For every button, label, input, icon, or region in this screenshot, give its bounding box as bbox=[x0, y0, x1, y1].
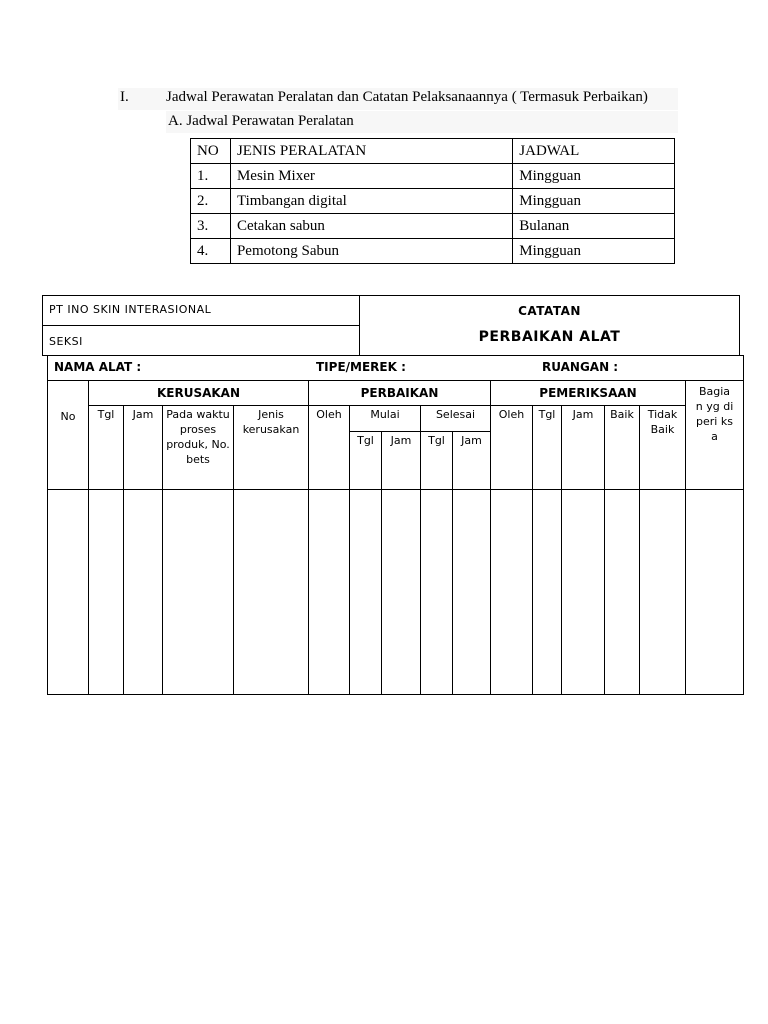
col-mulai-jam: Jam bbox=[382, 432, 421, 490]
cell-no: 4. bbox=[191, 239, 231, 264]
table-header-row bbox=[191, 139, 675, 164]
kerusakan-header: KERUSAKAN bbox=[89, 381, 309, 406]
table-row bbox=[191, 189, 675, 214]
company-name-box bbox=[42, 295, 360, 326]
table-row bbox=[191, 214, 675, 239]
header-no: NO bbox=[191, 139, 231, 164]
empty-cell[interactable] bbox=[421, 490, 453, 695]
company-name: PT INO SKIN INTERASIONAL bbox=[49, 303, 212, 316]
form-title-line2: PERBAIKAN ALAT bbox=[478, 329, 621, 345]
cell-schedule: Mingguan bbox=[513, 164, 675, 189]
cell-schedule: Mingguan bbox=[513, 239, 675, 264]
cell-no: 3. bbox=[191, 214, 231, 239]
empty-cell[interactable] bbox=[309, 490, 350, 695]
pemeriksaan-header: PEMERIKSAAN bbox=[491, 381, 686, 406]
cell-schedule: Mingguan bbox=[513, 189, 675, 214]
col-oleh-perbaikan: Oleh bbox=[309, 406, 350, 490]
form-title-line1: CATATAN bbox=[518, 304, 581, 318]
col-tgl-kerusakan: Tgl bbox=[89, 406, 124, 490]
col-mulai: Mulai bbox=[350, 406, 421, 432]
header-jadwal: JADWAL bbox=[513, 139, 675, 164]
empty-cell[interactable] bbox=[453, 490, 491, 695]
table-row bbox=[48, 490, 744, 695]
col-no-header: No bbox=[48, 381, 89, 490]
table-row bbox=[191, 239, 675, 264]
col-oleh-pemeriksaan: Oleh bbox=[491, 406, 533, 490]
equipment-info-row bbox=[48, 356, 744, 381]
empty-cell[interactable] bbox=[350, 490, 382, 695]
form-title-box bbox=[359, 295, 740, 356]
empty-cell[interactable] bbox=[562, 490, 605, 695]
col-jam-pemeriksaan: Jam bbox=[562, 406, 605, 490]
col-tidak-baik: Tidak Baik bbox=[640, 406, 686, 490]
col-selesai-jam: Jam bbox=[453, 432, 491, 490]
section-heading bbox=[118, 88, 678, 110]
nama-alat-label: NAMA ALAT : bbox=[54, 360, 142, 374]
column-header-row bbox=[48, 406, 744, 432]
col-baik: Baik bbox=[605, 406, 640, 490]
col-tgl-pemeriksaan: Tgl bbox=[533, 406, 562, 490]
empty-cell[interactable] bbox=[491, 490, 533, 695]
empty-cell[interactable] bbox=[48, 490, 89, 695]
empty-cell[interactable] bbox=[89, 490, 124, 695]
col-jenis-kerusakan: Jenis kerusakan bbox=[234, 406, 309, 490]
ruangan-label: RUANGAN : bbox=[542, 360, 619, 374]
empty-cell[interactable] bbox=[605, 490, 640, 695]
cell-equipment: Timbangan digital bbox=[230, 189, 512, 214]
section-title: Jadwal Perawatan Peralatan dan Catatan Pelaksanaannya ( Termasuk Perbaikan) bbox=[166, 89, 648, 105]
group-header-row bbox=[48, 381, 744, 406]
empty-cell[interactable] bbox=[640, 490, 686, 695]
col-selesai-tgl: Tgl bbox=[421, 432, 453, 490]
empty-cell[interactable] bbox=[382, 490, 421, 695]
col-jam-kerusakan: Jam bbox=[124, 406, 163, 490]
empty-cell[interactable] bbox=[533, 490, 562, 695]
repair-record-table bbox=[47, 355, 744, 695]
subsection-title: A. Jadwal Perawatan Peralatan bbox=[168, 113, 354, 129]
empty-cell[interactable] bbox=[234, 490, 309, 695]
cell-no: 2. bbox=[191, 189, 231, 214]
table-row bbox=[191, 164, 675, 189]
empty-cell[interactable] bbox=[124, 490, 163, 695]
header-jenis-peralatan: JENIS PERALATAN bbox=[230, 139, 512, 164]
seksi-label: SEKSI bbox=[49, 335, 83, 348]
col-pada-waktu: Pada waktu proses produk, No. bets bbox=[163, 406, 234, 490]
maintenance-schedule-table bbox=[190, 138, 675, 264]
cell-no: 1. bbox=[191, 164, 231, 189]
cell-equipment: Mesin Mixer bbox=[230, 164, 512, 189]
tipe-merek-label: TIPE/MEREK : bbox=[316, 360, 406, 374]
section-number: I. bbox=[120, 89, 129, 105]
perbaikan-header: PERBAIKAN bbox=[309, 381, 491, 406]
subsection-heading bbox=[166, 111, 678, 133]
empty-cell[interactable] bbox=[686, 490, 744, 695]
section-label-box bbox=[42, 325, 360, 356]
empty-cell[interactable] bbox=[163, 490, 234, 695]
col-mulai-tgl: Tgl bbox=[350, 432, 382, 490]
cell-equipment: Pemotong Sabun bbox=[230, 239, 512, 264]
bagian-diperiksa-header: Bagia n yg diperi ksa bbox=[686, 381, 744, 490]
col-selesai: Selesai bbox=[421, 406, 491, 432]
cell-equipment: Cetakan sabun bbox=[230, 214, 512, 239]
cell-schedule: Bulanan bbox=[513, 214, 675, 239]
